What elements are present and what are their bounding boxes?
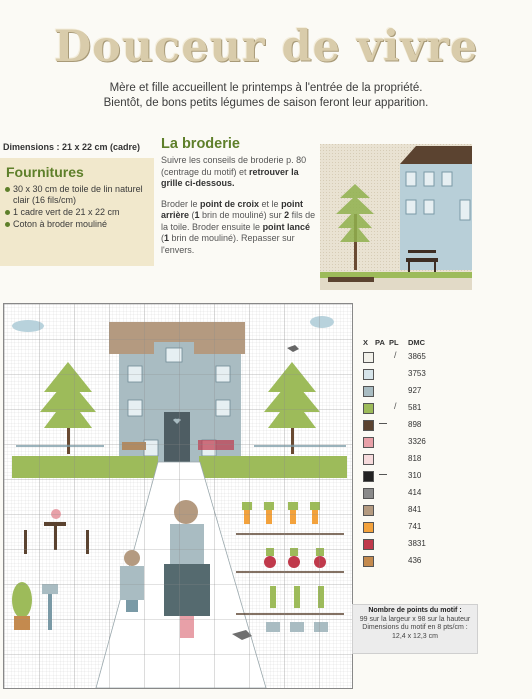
legend-row [357, 401, 435, 418]
stitch-count-line-2: Dimensions du motif en 8 pts/cm : [362, 624, 468, 631]
legend-header-x: X [363, 338, 369, 347]
color-legend [357, 338, 435, 578]
text: ( [189, 210, 195, 220]
text-bold: point lancé [262, 221, 311, 232]
text-bold: point arrière [161, 198, 304, 220]
text-bold: 2 [284, 210, 290, 220]
broderie-paragraph-2 [161, 199, 316, 257]
color-swatch [363, 437, 374, 448]
broderie-heading: La broderie [161, 136, 240, 152]
fournitures-item: 30 x 30 cm de toile de lin naturel clair (16 fils/cm) [4, 184, 154, 206]
text-bold: retrouver la grille ci-dessous. [161, 166, 299, 188]
legend-row [357, 452, 435, 469]
color-swatch [363, 539, 374, 550]
legend-row [357, 384, 435, 401]
color-swatch [363, 488, 374, 499]
color-swatch [363, 454, 374, 465]
broderie-section [161, 136, 316, 265]
dmc-code: 818 [408, 454, 422, 463]
backstitch-mark [379, 474, 387, 475]
color-swatch [363, 386, 374, 397]
dmc-code: 310 [408, 471, 422, 480]
text: Suivre les conseils de broderie p. 80 (centrage du motif) et [161, 155, 307, 177]
legend-row [357, 435, 435, 452]
legend-header [357, 338, 435, 350]
dmc-code: 841 [408, 505, 422, 514]
legend-row [357, 520, 435, 537]
color-swatch [363, 352, 374, 363]
stitch-count-line-3: 12,4 x 12,3 cm [392, 632, 438, 640]
legend-row [357, 367, 435, 384]
legend-row [357, 350, 435, 367]
dmc-code: 898 [408, 420, 422, 429]
legend-row [357, 486, 435, 503]
stitch-count-box [352, 604, 478, 654]
stitch-count-title: Nombre de points du motif : [368, 607, 462, 614]
straight-stitch-mark: / [394, 401, 397, 411]
legend-header-pl: PL [389, 338, 399, 347]
dmc-code: 436 [408, 556, 422, 565]
intro-line-2: Bientôt, de bons petits légumes de saison feront leur apparition. [103, 97, 429, 109]
dmc-code: 741 [408, 522, 422, 531]
text: ( [161, 233, 164, 243]
text-bold: point de croix [200, 198, 260, 209]
legend-header-dmc: DMC [408, 338, 426, 347]
color-swatch [363, 471, 374, 482]
legend-row [357, 418, 435, 435]
page-title: Douceur de vivre [53, 22, 479, 72]
dmc-code: 414 [408, 488, 422, 497]
dmc-code: 3865 [408, 352, 426, 361]
text: brin de mouliné) sur [199, 210, 285, 220]
backstitch-mark [379, 423, 387, 424]
text-bold: 1 [194, 210, 200, 220]
legend-row [357, 469, 435, 486]
text: et le [259, 198, 282, 209]
legend-row [357, 537, 435, 554]
color-swatch [363, 505, 374, 516]
text-bold: 1 [164, 233, 170, 243]
legend-row [357, 554, 435, 571]
intro-line-1: Mère et fille accueillent le printemps à l'entrée de la propriété. [109, 82, 423, 94]
text: Broder le [161, 198, 201, 209]
dimensions-label: Dimensions : 21 x 22 cm (cadre) [3, 142, 141, 152]
embroidery-photo [320, 144, 472, 290]
dmc-code: 3753 [408, 369, 426, 378]
intro-text [0, 81, 532, 111]
legend-header-pa: PA [375, 338, 385, 347]
color-swatch [363, 369, 374, 380]
fournitures-list [4, 184, 154, 230]
color-swatch [363, 403, 374, 414]
legend-rows [357, 350, 435, 571]
legend-row [357, 503, 435, 520]
fournitures-heading: Fournitures [6, 164, 84, 180]
straight-stitch-mark: / [394, 350, 397, 360]
stitch-count-line-1: 99 sur la largeur x 98 sur la hauteur [359, 615, 471, 623]
dmc-code: 581 [408, 403, 422, 412]
text: brin de mouliné). Repasser sur l'envers. [161, 233, 295, 255]
color-swatch [363, 556, 374, 567]
fournitures-item: 1 cadre vert de 21 x 22 cm [4, 207, 154, 218]
text: fils de la toile. Broder ensuite le [161, 210, 316, 232]
dmc-code: 927 [408, 386, 422, 395]
cross-stitch-chart [3, 303, 353, 689]
color-swatch [363, 420, 374, 431]
dmc-code: 3831 [408, 539, 426, 548]
color-swatch [363, 522, 374, 533]
fournitures-item: Coton à broder mouliné [4, 219, 154, 230]
fournitures-box [0, 158, 154, 266]
dmc-code: 3326 [408, 437, 426, 446]
broderie-paragraph-1 [161, 155, 316, 190]
